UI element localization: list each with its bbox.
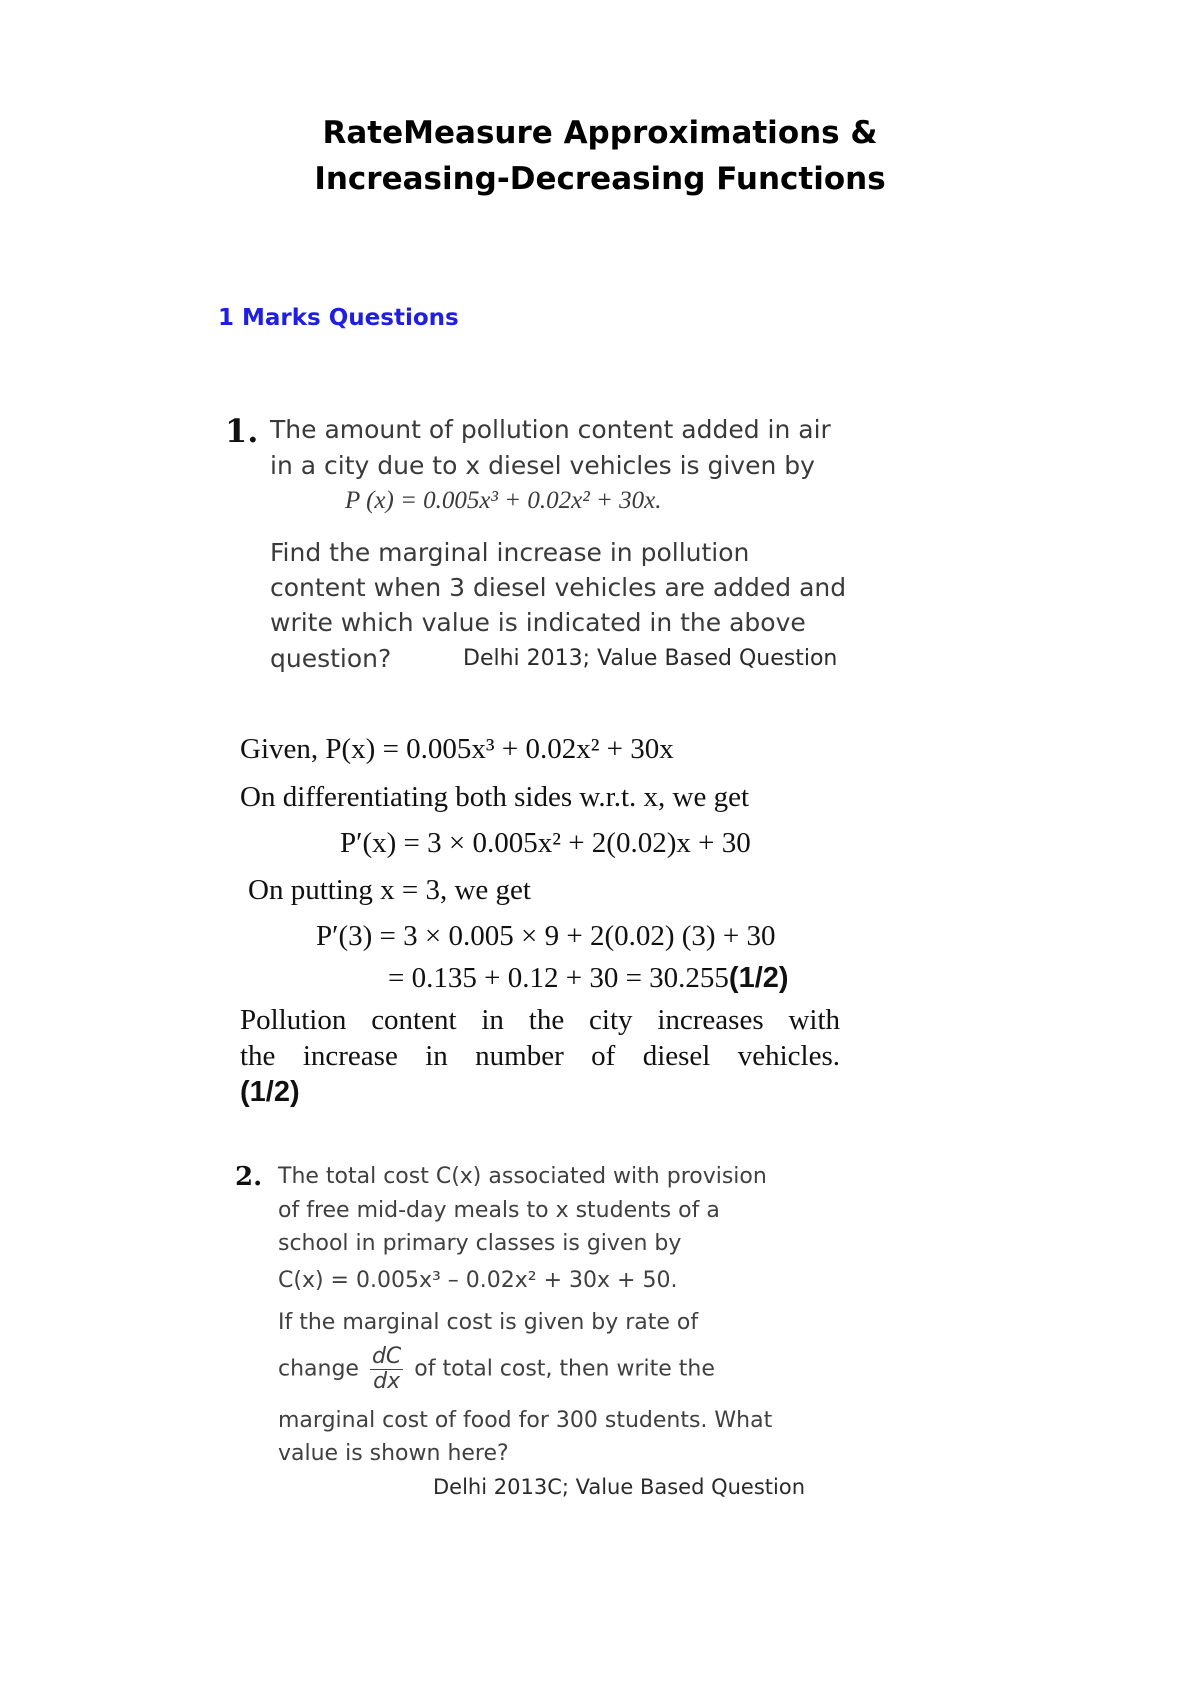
question-2-cost-text: of total cost, then write the: [414, 1356, 715, 1382]
answer-1-mark: (1/2): [728, 962, 789, 994]
question-1-formula: P (x) = 0.005x³ + 0.02x² + 30x.: [345, 487, 662, 514]
question-2-line: school in primary classes is given by: [278, 1231, 682, 1256]
title-line-2: Increasing-Decreasing Functions: [314, 161, 886, 197]
answer-1-line: P′(x) = 3 × 0.005x² + 2(0.02)x + 30: [340, 827, 751, 859]
question-1-source: Delhi 2013; Value Based Question: [463, 646, 838, 671]
question-2-line: of free mid-day meals to x students of a: [278, 1198, 720, 1223]
question-1-line: in a city due to x diesel vehicles is given by: [270, 451, 815, 480]
answer-1-line: Pollution content in the city increases with: [240, 1004, 840, 1036]
answer-1-result-value: = 0.135 + 0.12 + 30 = 30.255: [388, 962, 729, 994]
question-2-line: The total cost C(x) associated with provision: [278, 1164, 767, 1189]
question-1-line: question?: [270, 644, 392, 673]
answer-1-final-mark-wrap: [240, 1076, 300, 1109]
fraction-numerator: dC: [371, 1344, 402, 1369]
question-1-line: write which value is indicated in the above: [270, 608, 806, 637]
question-2-line: marginal cost of food for 300 students. What: [278, 1408, 773, 1433]
answer-1-line: P′(3) = 3 × 0.005 × 9 + 2(0.02) (3) + 30: [316, 920, 776, 952]
question-2-change-text: change: [278, 1356, 359, 1382]
answer-1-line: On differentiating both sides w.r.t. x, we get: [240, 781, 750, 813]
question-2-line: value is shown here?: [278, 1441, 509, 1466]
question-1-line: The amount of pollution content added in air: [270, 415, 831, 444]
answer-1-line: the increase in number of diesel vehicles.: [240, 1040, 840, 1072]
title-line-1: RateMeasure Approximations &: [322, 115, 878, 151]
answer-1-line: On putting x = 3, we get: [248, 874, 531, 906]
question-2-source: Delhi 2013C; Value Based Question: [433, 1475, 806, 1499]
question-2-number: 2.: [235, 1162, 263, 1192]
question-2-line: If the marginal cost is given by rate of: [278, 1310, 699, 1335]
page-title: [0, 110, 1200, 202]
question-1-line: Find the marginal increase in pollution: [270, 538, 750, 567]
question-1-number: 1.: [225, 412, 259, 450]
answer-1-final-mark: (1/2): [240, 1076, 300, 1108]
section-heading: 1 Marks Questions: [218, 305, 459, 331]
question-2-line-frac: [278, 1345, 715, 1394]
answer-1-line: Given, P(x) = 0.005x³ + 0.02x² + 30x: [240, 733, 674, 765]
answer-1-result: [388, 962, 789, 995]
fraction-denominator: dx: [373, 1369, 401, 1394]
question-1-line: content when 3 diesel vehicles are added and: [270, 573, 847, 602]
question-2-formula: C(x) = 0.005x³ – 0.02x² + 30x + 50.: [278, 1268, 678, 1293]
derivative-fraction: [370, 1345, 403, 1394]
